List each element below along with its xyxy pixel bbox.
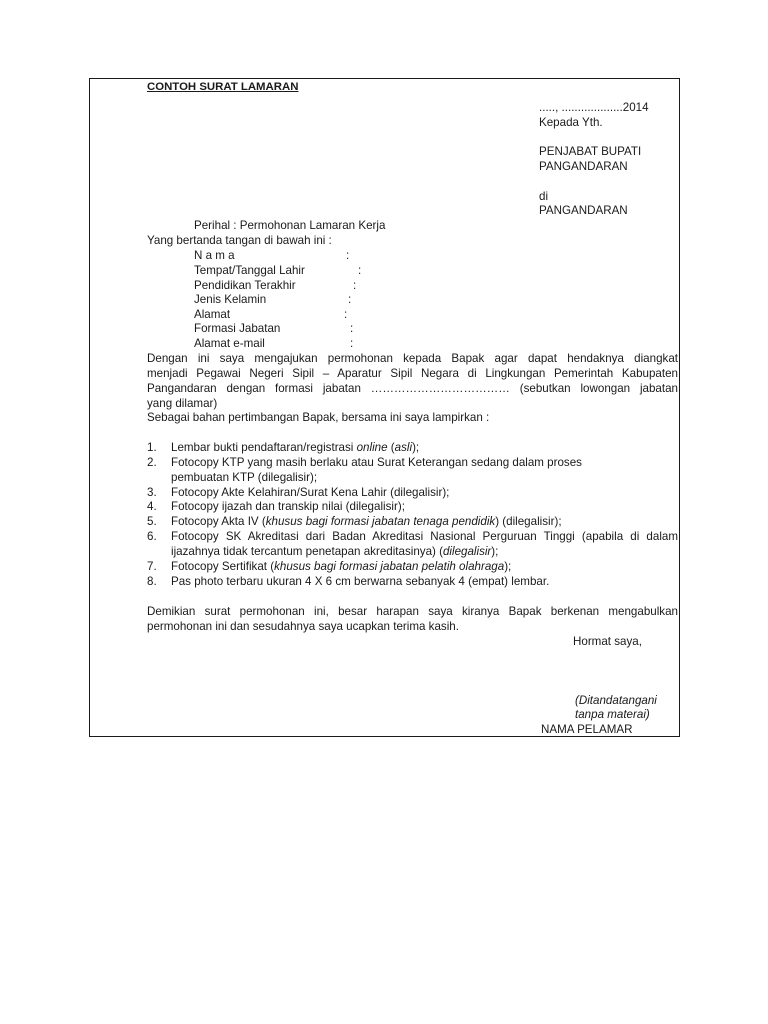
body-paragraph-line-2: menjadi Pegawai Negeri Sipil – Aparatur Sipil Negara di Lingkungan Pemerintah Kabupaten [147,367,678,380]
field-ttl-colon: : [358,264,362,277]
list-number: 6. [147,530,157,543]
hormat-saya: Hormat saya, [573,635,642,648]
list-number: 8. [147,575,157,588]
list-item-continuation: ijazahnya tidak tercantum penetapan akreditasinya) (dilegalisir); [171,545,499,558]
letter-title: CONTOH SURAT LAMARAN [147,81,299,93]
field-formasi-colon: : [350,322,354,335]
field-nama-colon: : [346,249,350,262]
body-paragraph-line-4: yang dilamar) [147,397,218,410]
closing-line-2: permohonan ini dan sesudahnya saya ucapkan terima kasih. [147,620,459,633]
field-jenis-kelamin-colon: : [348,293,352,306]
perihal: Perihal : Permohonan Lamaran Kerja [194,219,386,232]
list-item: Fotocopy ijazah dan transkip nilai (dilegalisir); [171,500,405,513]
list-item: Fotocopy KTP yang masih berlaku atau Surat Keterangan sedang dalam proses [171,456,582,469]
list-number: 5. [147,515,157,528]
list-number: 3. [147,486,157,499]
list-item: Lembar bukti pendaftaran/registrasi online (asli); [171,441,420,454]
field-alamat-colon: : [344,308,348,321]
field-email-colon: : [350,337,354,350]
body-paragraph-line-3: Pangandaran dengan formasi jabatan ……………………………… (sebutkan lowongan jabatan [147,382,678,395]
place: PANGANDARAN [539,204,628,217]
field-formasi-label: Formasi Jabatan [194,322,281,335]
di-label: di [539,190,549,203]
field-email-label: Alamat e-mail [194,337,265,350]
closing-line-1: Demikian surat permohonan ini, besar harapan saya kiranya Bapak berkenan mengabulkan [147,605,678,618]
field-alamat-label: Alamat [194,308,231,321]
field-pendidikan-label: Pendidikan Terakhir [194,279,296,292]
date-line: ....., ...................2014 [539,101,649,114]
intro-line: Yang bertanda tangan di bawah ini : [147,234,332,247]
addressee-line-2: PANGANDARAN [539,160,628,173]
field-nama-label: N a m a [194,249,235,262]
list-item: Fotocopy SK Akreditasi dari Badan Akreditasi Nasional Perguruan Tinggi (apabila di dalam [171,530,678,543]
list-item: Fotocopy Sertifikat (khusus bagi formasi jabatan pelatih olahraga); [171,560,512,573]
field-ttl-label: Tempat/Tanggal Lahir [194,264,305,277]
list-item-continuation: pembuatan KTP (dilegalisir); [171,471,318,484]
body-paragraph-line-1: Dengan ini saya mengajukan permohonan kepada Bapak agar dapat hendaknya diangkat [147,352,678,365]
lampiran-intro: Sebagai bahan pertimbangan Bapak, bersama ini saya lampirkan : [147,411,490,424]
signature-note-line-2: tanpa materai) [575,708,650,721]
list-item: Pas photo terbaru ukuran 4 X 6 cm berwarna sebanyak 4 (empat) lembar. [171,575,550,588]
addressee-line-1: PENJABAT BUPATI [539,145,642,158]
list-number: 4. [147,500,157,513]
list-number: 1. [147,441,157,454]
field-jenis-kelamin-label: Jenis Kelamin [194,293,267,306]
field-pendidikan-colon: : [353,279,357,292]
list-number: 7. [147,560,157,573]
signature-note-line-1: (Ditandatangani [575,694,657,707]
list-item: Fotocopy Akte Kelahiran/Surat Kena Lahir (dilegalisir); [171,486,450,499]
kepada-yth: Kepada Yth. [539,116,603,129]
nama-pelamar: NAMA PELAMAR [541,723,633,736]
list-number: 2. [147,456,157,469]
list-item: Fotocopy Akta IV (khusus bagi formasi jabatan tenaga pendidik) (dilegalisir); [171,515,562,528]
